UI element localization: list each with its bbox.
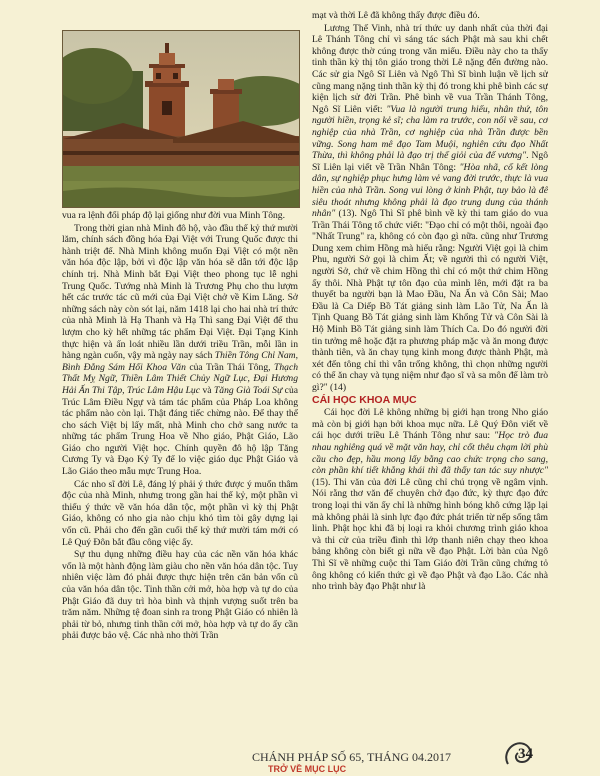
quotation: "Hòa nhã, cố kết lòng dân, sự nghiệp phục hưng làm vẻ vang đời trước, thực là vua hiền của nhà Trần. Song vui lòng ở kinh Phật, tuy bảo là để siêu thoát nhưng không phải là đạo trung dung của thánh nhân" — [312, 161, 548, 220]
text-run: Cái học đời Lê không những bị giới hạn trong Nho giáo mà còn bị giới hạn bởi khoa mục nữa. Lê Quý Đôn viết về cái học dưới triều Lê Thánh Tông như sau: — [312, 407, 548, 442]
text-run: và — [199, 384, 214, 396]
text-run: của Trần Thái Tông, — [185, 361, 275, 373]
text-run: Trong thời gian nhà Minh đô hộ, vào đầu thế kỷ thứ mười lăm, chính sách đồng hóa Đại Việt với Trung Quốc được thi hành triệt để. Nhà Minh không muốn Đại Việt có một nền văn hóa độc lập, bởi vì độc lập văn hóa sẽ dẫn tới độc lập chính trị. Nhà Minh bắt Đại Việt theo phong tục lễ nghi Trung Quốc. Tướng nhà Minh là Trương Phụ cho thu lượm hết các trước tác cũ mới của Đại Việt chở về Kim Lăng. Sở những sách này còn sót lại, năm 1418 lại cho hai nhà trí thức của nhà Minh là Hạ Thanh và Hạ Thì sang Đại Việt để thu lượm cho kỳ hết những tác phẩm Đại Việt. Đại Tạng Kinh thực hiện và ấn loát nhiều lần dưới triều Trần, mỗi lần in hàng ngàn cuốn, vậy mà ngày nay sách — [62, 222, 298, 362]
paragraph — [312, 23, 548, 394]
paragraph: vua ra lệnh đổi pháp độ lại giống như đời vua Minh Tông. — [62, 210, 285, 221]
text-run: của Trúc Lâm Điều Ngự và tám tác phẩm của Pháp Loa không tác phẩm nào còn lại. Thật đáng tiếc chừng nào. Để thay thế cho sách Việt bị lấy mất, nhà Minh cho chở sang nước ta những tác phẩm Trung Hoa về Nho giáo, Phật Giáo, Lão Giáo cho người Việt học. Chính quyền đô hộ lập Tăng Cương Ty và Đạo Kỷ Ty để lo việc giáo dục Phật Giáo và Lão Giáo theo mẫu mực Trung Hoa. — [62, 384, 298, 478]
temple-photo — [62, 30, 300, 208]
book-title: Thạch Thất Mỵ Ngữ, Thiền Lâm Thiết Chủy Ngữ Lục, Đại Hương Hải Ấn Thi Tập, Trúc Lâm Hậu Lục — [62, 361, 298, 396]
paragraph — [62, 223, 298, 478]
quotation: "Học trò đua nhau nghiêng quá về mặt văn hay, chỉ cốt thêu chạm lời phù cầu cho đẹp, hầu mong lấy bằng cao chức trọng cho sang, còn phần khí tiết khẳng khái thì đã thấy tan tác suy nhược" — [312, 430, 548, 477]
quotation: "Vua là người trung hiếu, nhân thứ, tôn người hiền, trọng kẻ sĩ; cha làm ra trước, con nối về sau, cơ nghiệp của nhà Trần, cơ nghiệp của nhà Trần được bền vững. Song ham mê đạo Tam Muội, nghiên cứu đạo Nhất Thừa, thì không phải là đạo trị thế giỏi của đế vương" — [312, 103, 548, 162]
section-heading: CÁI HỌC KHOA MỤC — [312, 393, 417, 406]
right-column — [312, 10, 548, 740]
book-title: Tăng Già Toái Sự — [213, 384, 283, 396]
text-run: (13). Ngô Thì Sĩ phê bình về kỳ thi tam giáo do vua Trần Thái Tông tổ chức viết: "Đạo chỉ có một thôi, ngoài đạo "Nhất Trung" ra, không có còn đạo gì nữa. cũng như Trương Dung xem chim Hồng mà hiểu rằng: Người Việt gọi là chim Phu, người Sở gọi là chim Ất; về người thì có người Việt, người Sở, chứ về chim Hồng thì chỉ có một thứ chim Hồng ấy thôi. Nhà Phật tự tôn đạo của mình lên, mới đặt ra ba thuyết ba người bạn là Mao Đầu, Na Ấn và Côn Sài; Mao Đầu là Ca Diếp Bồ Tát giảng sinh làm Lão Tử, Na Ấn là Tịnh Quang Bồ Tát giảng sinh làm Khổng Tử và Côn Sài là Hộ Minh Bồ Tát giảng sinh làm Thích Ca. Do đó người đời tin tưởng mê hoặc đặt ra phương pháp mặc và ăn mong được thành tiên, và ăn chay tụng kinh mong được thành Phật, mà xét đến tông chỉ thì vẫn trống không, thì chọn những người có thể ăn chay và tụng niệm như đạo sĩ và sa môn để làm trò gì?" (14) — [312, 208, 548, 393]
book-title: Thiền Tông Chỉ Nam, Bình Đẳng Sám Hối Khoa Văn — [62, 350, 298, 373]
issue-label: CHÁNH PHÁP SỐ 65, THÁNG 04.2017 — [252, 750, 452, 764]
left-column — [62, 210, 298, 740]
text-run: Lương Thế Vinh, nhà trí thức uy danh nhất của thời đại Lê Thánh Tông chỉ vì sáng tác sách Phật mà sau khi chết không được thờ cúng trong văn miếu. Điều này cho ta thấy tinh thần kỳ thị tôn giáo trong thời Lê nặng đến đường nào. Các sử gia Ngô Sĩ Liên và Ngô Thì Sĩ bình luận về lịch sử cũng mang nặng tinh thần kỳ thị đó trong khi phê bình các sự kiện lịch sử đời Trần. Phê bình về vua Trần Thánh Tông, Ngô Sĩ Liên viết: — [312, 22, 548, 115]
back-to-contents-link[interactable]: TRỞ VỀ MỤC LỤC — [268, 764, 347, 774]
temple-illustration — [63, 31, 299, 207]
page-number: 34 — [518, 746, 533, 762]
paragraph: Các nho sĩ đời Lê, đáng lý phải ý thức được ý muốn thâm độc của nhà Minh, nhưng trong gần hai thế kỷ, một phần vì thiếu ý thức về văn hóa dân tộc, một phần vì kỳ thị Phật Giáo, không có nho gia nào chịu khó tìm tòi gây dựng lại vốn cũ. Phải cho đến gần cuối thế kỷ thứ mười tám mới có Lê Quý Đôn bắt đầu công việc ấy. — [62, 478, 298, 548]
text-run: (15). Thi văn của đời Lê cũng chỉ chú trọng về ngâm vịnh. Nói rằng thơ văn để chuyên chở đạo đức, kỳ thực đạo đức trong loại thi văn ấy chỉ là những hình bóng khô cứng lặp lại mà không phải là sinh lực đạo đức phát triển từ nếp sống tâm linh. Phật học khi đã bị loại ra khỏi chương trình giáo khoa và thi cử của triều đình thì lớp thanh niên chạy theo khoa bảng không còn biết gì nữa về đạo Phật. Lời bàn của Ngô Thì Sĩ về những cuộc thi Tam Giáo đời Trần cũng chứng tỏ ông không có kiến thức gì về đạo Phật và đạo Lão. Các nhà nho trình bày đạo Phật như là — [312, 476, 548, 593]
paragraph: mạt và thời Lê đã không thấy được điều đó. — [312, 10, 480, 21]
paragraph: Sự thu dụng những điều hay của các nền văn hóa khác vốn là một hành động làm giàu cho nền văn hóa dân tộc. Tuy nhiên việc làm đó phải được thực hiện trên căn bản vốn cũ của văn hóa dân tộc. Tinh thần cởi mở, hòa hợp và tự do của Phật Giáo đã duy trì hòa bình và thịnh vượng suốt trên ba trăm năm. Những tệ đoan sinh ra trong Phật Giáo có nhiên là phải từ bỏ, nhưng tinh thần cởi mở, hòa hợp và tự do ấy cần phải được bảo vệ. Các nhà nho thời Trần — [62, 549, 298, 642]
paragraph — [312, 407, 548, 593]
text-run: . Ngô Sĩ Liên lại viết về Trần Nhân Tông: — [312, 150, 548, 173]
